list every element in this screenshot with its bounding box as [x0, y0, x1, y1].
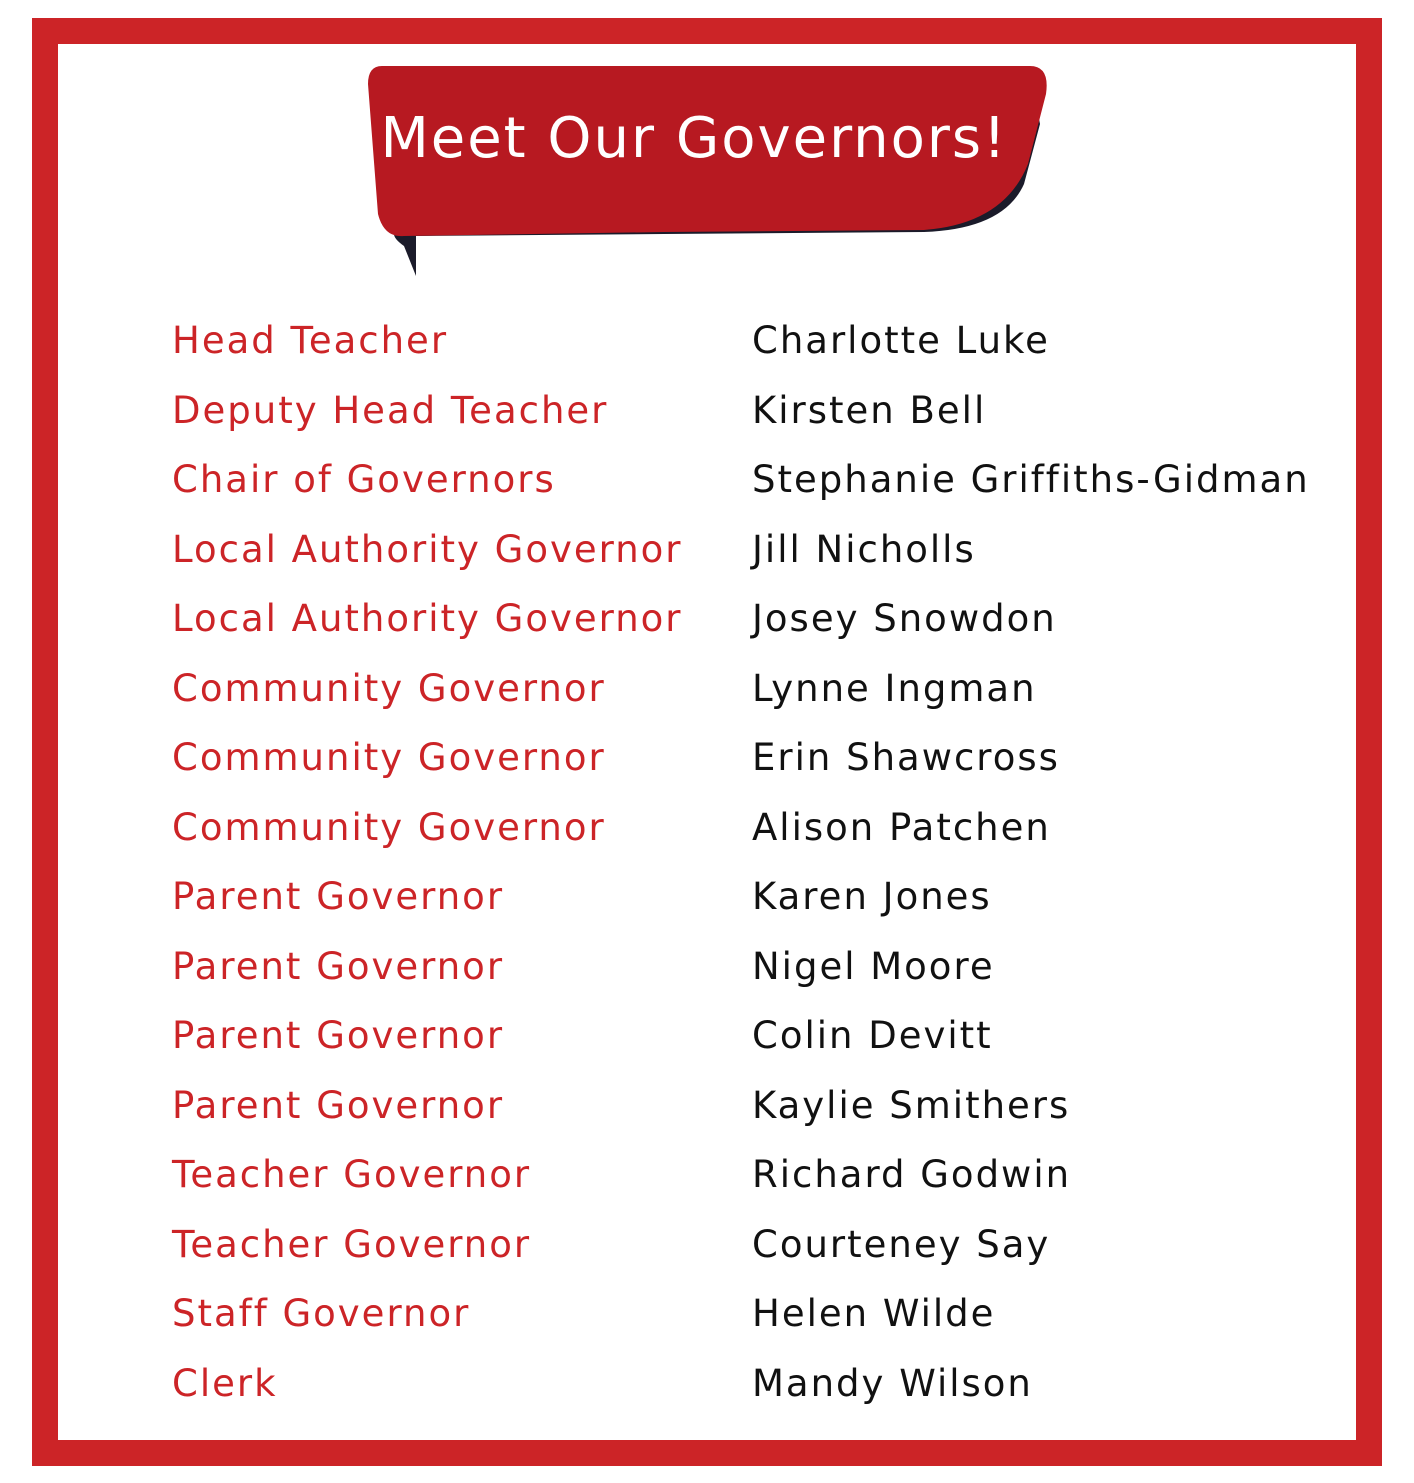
governor-name: Charlotte Luke	[752, 319, 1050, 363]
list-item	[172, 932, 1312, 1002]
governor-name: Kaylie Smithers	[752, 1083, 1071, 1127]
governors-list	[172, 306, 1312, 1418]
list-item	[172, 723, 1312, 793]
governor-name: Josey Snowdon	[752, 597, 1057, 641]
governor-name: Nigel Moore	[752, 944, 995, 988]
governor-name: Mandy Wilson	[752, 1361, 1033, 1405]
governor-role: Head Teacher	[172, 319, 449, 363]
governor-name: Colin Devitt	[752, 1014, 993, 1058]
governor-role: Parent Governor	[172, 1083, 505, 1127]
list-item	[172, 1279, 1312, 1349]
governor-role: Deputy Head Teacher	[172, 388, 609, 432]
governor-name: Erin Shawcross	[752, 736, 1060, 780]
list-item	[172, 862, 1312, 932]
list-item	[172, 1071, 1312, 1141]
governor-name: Jill Nicholls	[752, 527, 976, 571]
governor-role: Local Authority Governor	[172, 527, 683, 571]
governor-role: Teacher Governor	[172, 1222, 532, 1266]
page-title: Meet Our Governors!	[380, 106, 1008, 171]
governor-name: Richard Godwin	[752, 1153, 1072, 1197]
governor-role: Teacher Governor	[172, 1153, 532, 1197]
governor-role: Local Authority Governor	[172, 597, 683, 641]
governor-name: Alison Patchen	[752, 805, 1051, 849]
list-item	[172, 793, 1312, 863]
list-item	[172, 515, 1312, 585]
governor-name: Karen Jones	[752, 875, 992, 919]
list-item	[172, 1140, 1312, 1210]
title-banner	[364, 64, 1054, 280]
list-item	[172, 376, 1312, 446]
governor-name: Stephanie Griffiths-Gidman	[752, 458, 1310, 502]
governor-name: Helen Wilde	[752, 1292, 996, 1336]
ribbon-shape	[364, 64, 1054, 280]
governor-role: Clerk	[172, 1361, 278, 1405]
governor-role: Parent Governor	[172, 875, 505, 919]
governor-role: Community Governor	[172, 805, 606, 849]
list-item	[172, 1210, 1312, 1280]
list-item	[172, 584, 1312, 654]
governor-role: Parent Governor	[172, 944, 505, 988]
list-item	[172, 1001, 1312, 1071]
governor-role: Chair of Governors	[172, 458, 556, 502]
list-item	[172, 306, 1312, 376]
list-item	[172, 654, 1312, 724]
governor-role: Parent Governor	[172, 1014, 505, 1058]
list-item	[172, 1349, 1312, 1419]
governor-role: Community Governor	[172, 666, 606, 710]
governor-name: Courteney Say	[752, 1222, 1051, 1266]
governor-name: Lynne Ingman	[752, 666, 1037, 710]
governor-role: Community Governor	[172, 736, 606, 780]
list-item	[172, 445, 1312, 515]
governor-role: Staff Governor	[172, 1292, 471, 1336]
governor-name: Kirsten Bell	[752, 388, 987, 432]
